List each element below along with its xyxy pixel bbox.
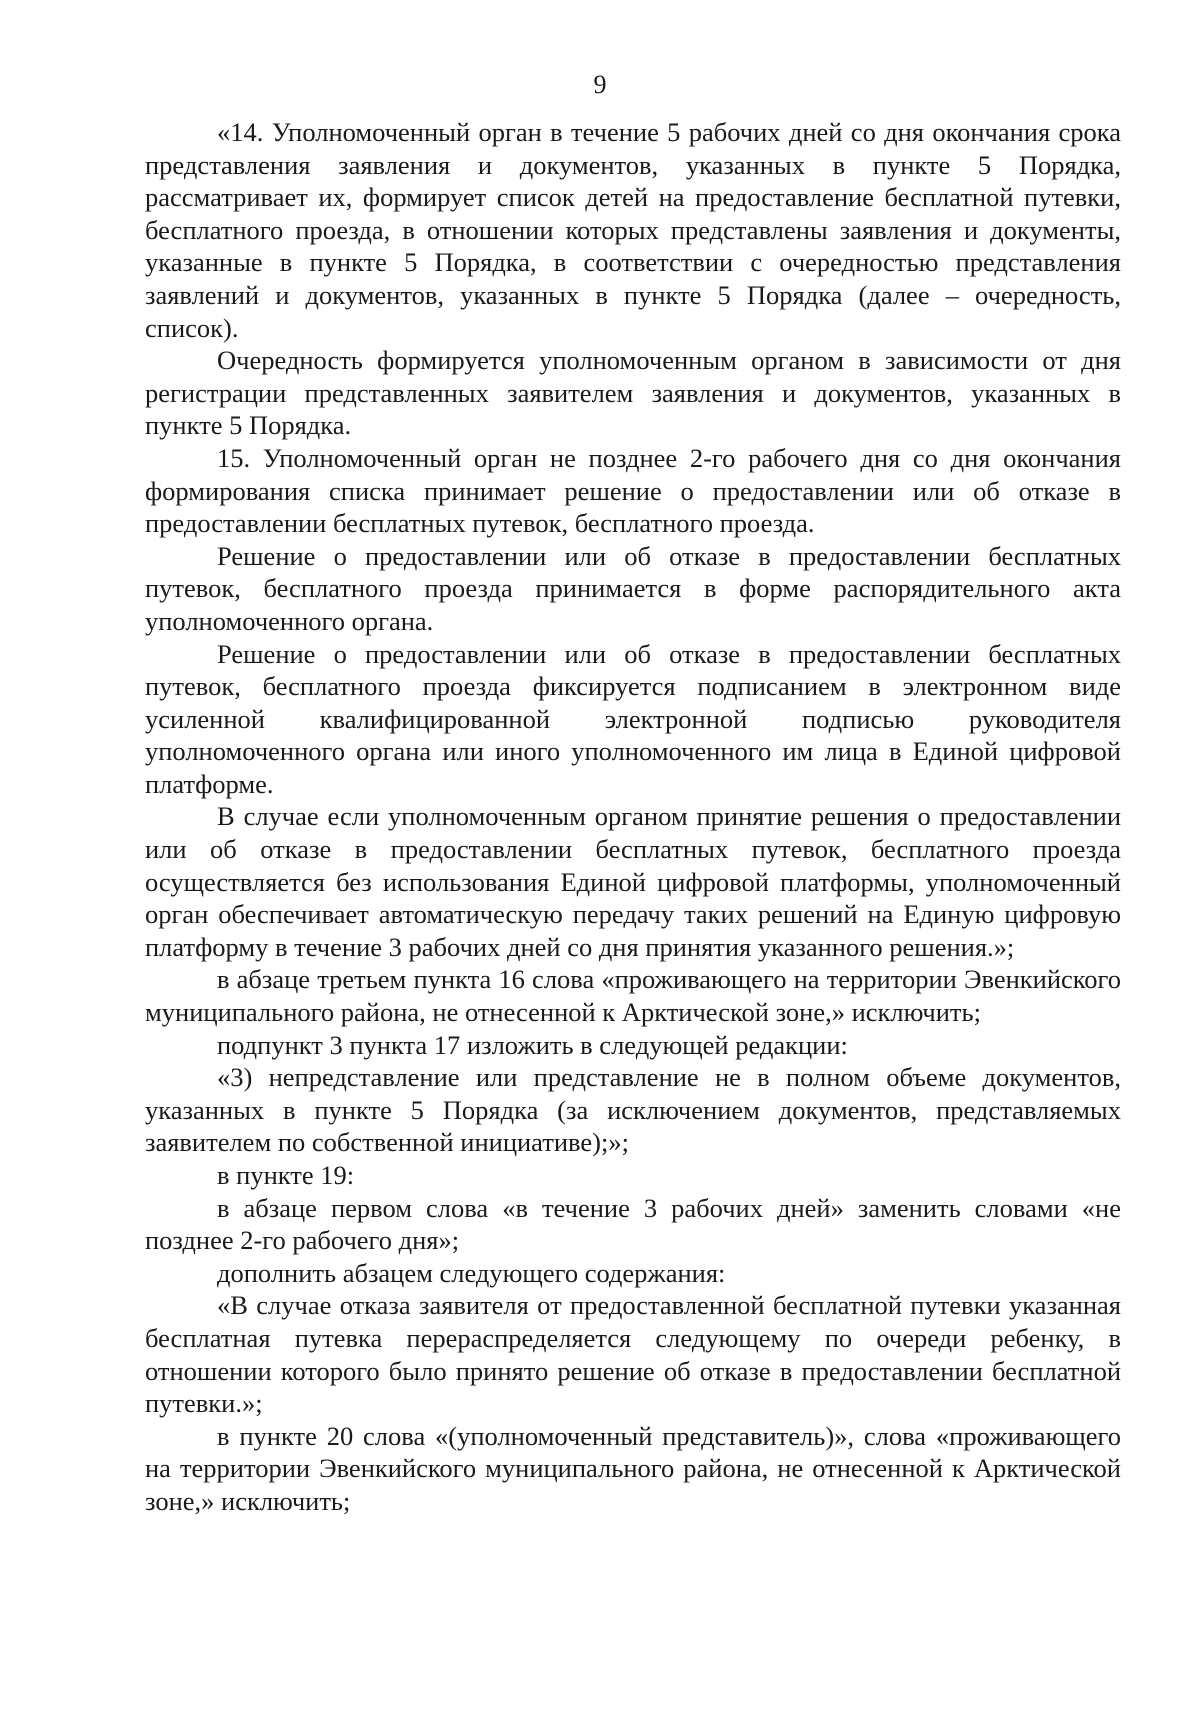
paragraph-item-17-subitem-3: «3) непредставление или представление не в полном объеме документов, указанных в пункте 5 Порядка (за исключением документов, представляемых заявителем по собственной инициативе);»;: [145, 1062, 1121, 1158]
paragraph-decision-signature: Решение о предоставлении или об отказе в предоставлении бесплатных путевок, бесплатного проезда фиксируется подписанием в электронном виде усиленной квалифицированной электронной подписью руководителя уполномоченного органа или иного уполномоченного им лица в Единой цифровой платформе.: [145, 638, 1121, 799]
paragraph-decision-form: Решение о предоставлении или об отказе в предоставлении бесплатных путевок, бесплатного проезда принимается в форме распорядительного акта уполномоченного органа.: [145, 540, 1121, 636]
paragraph-item-16-amendment: в абзаце третьем пункта 16 слова «проживающего на территории Эвенкийского муниципального района, не отнесенной к Арктической зоне,» исключить;: [145, 964, 1121, 1028]
paragraph-item-19-supplement-text: «В случае отказа заявителя от предоставленной бесплатной путевки указанная бесплатная путевка перераспределяется следующему по очереди ребенку, в отношении которого было принято решение об отказе в предоставлении бесплатной путевки.»;: [145, 1290, 1121, 1419]
document-body: [145, 116, 1121, 1518]
paragraph-item-14: «14. Уполномоченный орган в течение 5 рабочих дней со дня окончания срока представления заявления и документов, указанных в пункте 5 Порядка, рассматривает их, формирует список детей на предоставление бесплатной путевки, бесплатного проезда, в отношении которых представлены заявления и документы, указанные в пункте 5 Порядка, в соответствии с очередностью представления заявлений и документов, указанных в пункте 5 Порядка (далее – очередность, список).: [145, 117, 1121, 343]
paragraph-item-15: 15. Уполномоченный орган не позднее 2-го рабочего дня со дня окончания формирования списка принимает решение о предоставлении или об отказе в предоставлении бесплатных путевок, бесплатного проезда.: [145, 442, 1121, 539]
paragraph-queue-formation: Очередность формируется уполномоченным органом в зависимости от дня регистрации представленных заявителем заявления и документов, указанных в пункте 5 Порядка.: [145, 345, 1121, 441]
paragraph-item-19-first-abzac: в абзаце первом слова «в течение 3 рабочих дней» заменить словами «не позднее 2-го рабочего дня»;: [145, 1192, 1121, 1256]
paragraph-item-17-intro: подпункт 3 пункта 17 изложить в следующей редакции:: [217, 1029, 848, 1060]
paragraph-decision-transfer: В случае если уполномоченным органом принятие решения о предоставлении или об отказе в предоставлении бесплатных путевок, бесплатного проезда осуществляется без использования Единой цифровой платформы, уполномоченный орган обеспечивает автоматическую передачу таких решений на Единую цифровую платформу в течение 3 рабочих дней со дня принятия указанного решения.»;: [145, 801, 1121, 962]
paragraph-item-20-amendment: в пункте 20 слова «(уполномоченный представитель)», слова «проживающего на территории Эвенкийского муниципального района, не отнесенной к Арктической зоне,» исключить;: [145, 1420, 1121, 1516]
paragraph-item-19-intro: в пункте 19:: [217, 1160, 355, 1190]
page-number: 9: [593, 70, 607, 99]
paragraph-item-19-supplement-intro: дополнить абзацем следующего содержания:: [217, 1257, 726, 1288]
